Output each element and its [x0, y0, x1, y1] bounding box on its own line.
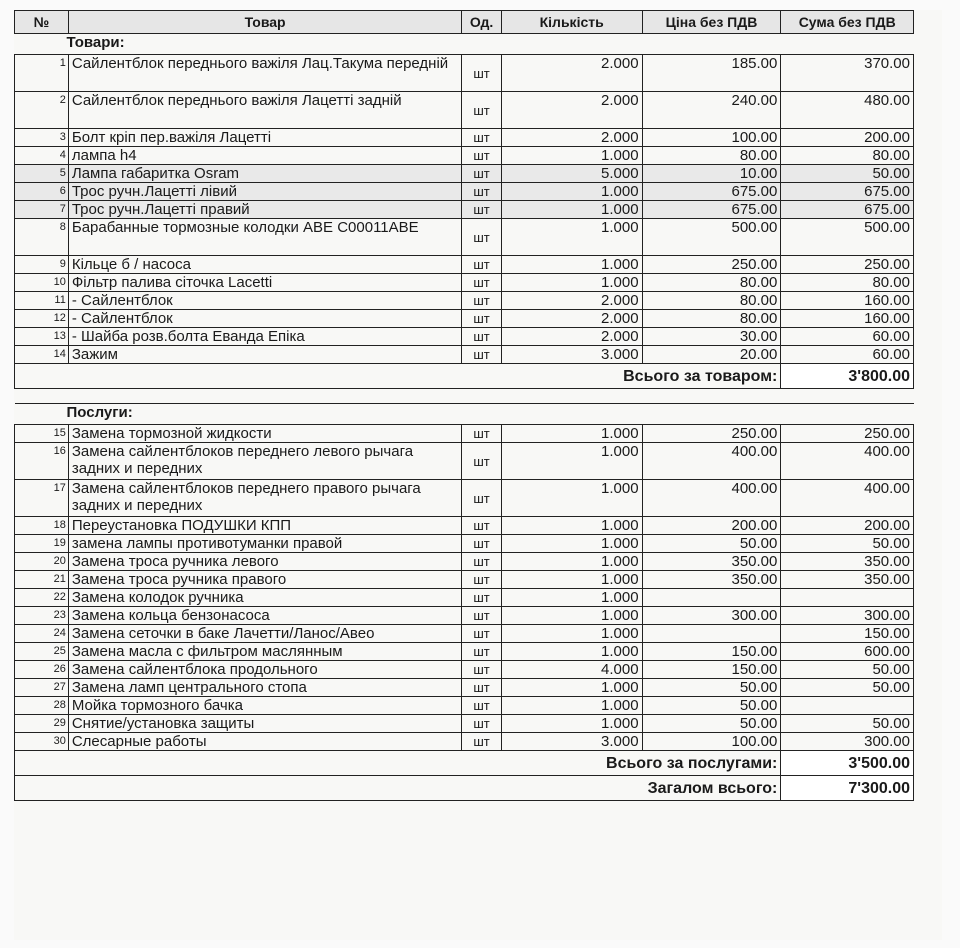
col-sum-header: Сума без ПДВ	[781, 11, 914, 34]
sum-cell: 370.00	[781, 55, 914, 92]
row-number: 28	[15, 697, 69, 715]
quantity-cell: 1.000	[501, 571, 642, 589]
price-cell: 80.00	[642, 310, 781, 328]
quantity-cell: 1.000	[501, 535, 642, 553]
table-row	[15, 679, 914, 697]
price-cell: 100.00	[642, 129, 781, 147]
sum-cell: 160.00	[781, 310, 914, 328]
quantity-cell: 5.000	[501, 165, 642, 183]
price-cell: 185.00	[642, 55, 781, 92]
row-number: 26	[15, 661, 69, 679]
unit-cell: шт	[462, 679, 501, 697]
grand-total-label: Загалом всього:	[15, 776, 781, 801]
quantity-cell: 1.000	[501, 553, 642, 571]
sum-cell: 480.00	[781, 92, 914, 129]
item-name: Замена ламп центрального стопа	[68, 679, 462, 697]
item-name: Болт кріп пер.важіля Лацетті	[68, 129, 462, 147]
price-cell: 50.00	[642, 715, 781, 733]
item-name: Замена сеточки в баке Лачетти/Ланос/Авео	[68, 625, 462, 643]
row-number: 27	[15, 679, 69, 697]
row-number: 11	[15, 292, 69, 310]
quantity-cell: 1.000	[501, 697, 642, 715]
unit-cell: шт	[462, 589, 501, 607]
unit-cell: шт	[462, 92, 501, 129]
unit-cell: шт	[462, 425, 501, 443]
item-name: Замена кольца бензонасоса	[68, 607, 462, 625]
table-row	[15, 535, 914, 553]
sum-cell: 250.00	[781, 256, 914, 274]
quantity-cell: 2.000	[501, 328, 642, 346]
item-name: Снятие/установка защиты	[68, 715, 462, 733]
services-total-label: Всього за послугами:	[15, 751, 781, 776]
sum-cell: 675.00	[781, 183, 914, 201]
row-number: 19	[15, 535, 69, 553]
quantity-cell: 1.000	[501, 715, 642, 733]
price-cell: 350.00	[642, 553, 781, 571]
row-number: 24	[15, 625, 69, 643]
price-cell	[642, 625, 781, 643]
header-row	[15, 11, 914, 34]
unit-cell: шт	[462, 201, 501, 219]
table-row	[15, 661, 914, 679]
price-cell: 150.00	[642, 661, 781, 679]
sum-cell: 160.00	[781, 292, 914, 310]
price-cell: 500.00	[642, 219, 781, 256]
item-name: Мойка тормозного бачка	[68, 697, 462, 715]
row-number: 14	[15, 346, 69, 364]
price-cell: 50.00	[642, 697, 781, 715]
quantity-cell: 1.000	[501, 147, 642, 165]
row-number: 25	[15, 643, 69, 661]
unit-cell: шт	[462, 535, 501, 553]
row-number: 3	[15, 129, 69, 147]
row-number: 12	[15, 310, 69, 328]
quantity-cell: 2.000	[501, 92, 642, 129]
quantity-cell: 1.000	[501, 480, 642, 517]
row-number: 9	[15, 256, 69, 274]
table-row	[15, 292, 914, 310]
item-name: Замена колодок ручника	[68, 589, 462, 607]
sum-cell: 300.00	[781, 607, 914, 625]
row-number: 7	[15, 201, 69, 219]
quantity-cell: 1.000	[501, 679, 642, 697]
sum-cell: 400.00	[781, 480, 914, 517]
unit-cell: шт	[462, 292, 501, 310]
sum-cell: 80.00	[781, 274, 914, 292]
price-cell: 150.00	[642, 643, 781, 661]
invoice-table	[14, 10, 914, 801]
price-cell: 400.00	[642, 443, 781, 480]
table-row	[15, 625, 914, 643]
quantity-cell: 2.000	[501, 129, 642, 147]
row-number: 10	[15, 274, 69, 292]
table-row	[15, 274, 914, 292]
quantity-cell: 1.000	[501, 183, 642, 201]
item-name: Барабанные тормозные колодки ABE C00011ABE	[68, 219, 462, 256]
sum-cell: 60.00	[781, 328, 914, 346]
table-row	[15, 310, 914, 328]
quantity-cell: 1.000	[501, 443, 642, 480]
row-number: 16	[15, 443, 69, 480]
sum-cell: 300.00	[781, 733, 914, 751]
item-name: Замена масла с фильтром маслянным	[68, 643, 462, 661]
item-name: Лампа габаритка Osram	[68, 165, 462, 183]
row-number: 15	[15, 425, 69, 443]
item-name: - Шайба розв.болта Еванда Епіка	[68, 328, 462, 346]
unit-cell: шт	[462, 219, 501, 256]
unit-cell: шт	[462, 147, 501, 165]
unit-cell: шт	[462, 480, 501, 517]
spacer-row	[15, 389, 914, 404]
quantity-cell: 1.000	[501, 201, 642, 219]
item-name: Зажим	[68, 346, 462, 364]
goods-total-label: Всього за товаром:	[15, 364, 781, 389]
grand-total-row	[15, 776, 914, 801]
price-cell: 80.00	[642, 292, 781, 310]
table-row	[15, 553, 914, 571]
table-row	[15, 92, 914, 129]
price-cell: 50.00	[642, 679, 781, 697]
services-total-value: 3'500.00	[781, 751, 914, 776]
table-row	[15, 571, 914, 589]
sum-cell: 50.00	[781, 165, 914, 183]
price-cell: 250.00	[642, 256, 781, 274]
row-number: 22	[15, 589, 69, 607]
unit-cell: шт	[462, 697, 501, 715]
unit-cell: шт	[462, 607, 501, 625]
invoice-body	[15, 34, 914, 801]
quantity-cell: 3.000	[501, 733, 642, 751]
price-cell: 400.00	[642, 480, 781, 517]
item-name: Переустановка ПОДУШКИ КПП	[68, 517, 462, 535]
table-row	[15, 165, 914, 183]
sum-cell: 50.00	[781, 679, 914, 697]
sum-cell: 400.00	[781, 443, 914, 480]
item-name: Сайлентблок переднього важіля Лацетті задній	[68, 92, 462, 129]
table-row	[15, 425, 914, 443]
price-cell: 100.00	[642, 733, 781, 751]
quantity-cell: 1.000	[501, 625, 642, 643]
sum-cell: 600.00	[781, 643, 914, 661]
price-cell: 300.00	[642, 607, 781, 625]
row-number: 20	[15, 553, 69, 571]
table-row	[15, 129, 914, 147]
sum-cell: 350.00	[781, 571, 914, 589]
table-row	[15, 715, 914, 733]
item-name: Замена тормозной жидкости	[68, 425, 462, 443]
table-row	[15, 443, 914, 480]
row-number: 29	[15, 715, 69, 733]
quantity-cell: 2.000	[501, 292, 642, 310]
table-row	[15, 589, 914, 607]
price-cell: 50.00	[642, 535, 781, 553]
sum-cell: 150.00	[781, 625, 914, 643]
quantity-cell: 1.000	[501, 219, 642, 256]
quantity-cell: 1.000	[501, 589, 642, 607]
price-cell: 350.00	[642, 571, 781, 589]
unit-cell: шт	[462, 328, 501, 346]
col-item-header: Товар	[68, 11, 462, 34]
unit-cell: шт	[462, 625, 501, 643]
sum-cell: 350.00	[781, 553, 914, 571]
row-number: 1	[15, 55, 69, 92]
row-number: 2	[15, 92, 69, 129]
item-name: лампа h4	[68, 147, 462, 165]
unit-cell: шт	[462, 55, 501, 92]
table-row	[15, 55, 914, 92]
unit-cell: шт	[462, 553, 501, 571]
item-name: Слесарные работы	[68, 733, 462, 751]
row-number: 18	[15, 517, 69, 535]
sum-cell: 200.00	[781, 517, 914, 535]
row-number: 17	[15, 480, 69, 517]
item-name: Фільтр палива сіточка Lacetti	[68, 274, 462, 292]
row-number: 5	[15, 165, 69, 183]
grand-total-value: 7'300.00	[781, 776, 914, 801]
table-row	[15, 733, 914, 751]
goods-section-title: Товари:	[15, 34, 914, 55]
sum-cell: 250.00	[781, 425, 914, 443]
quantity-cell: 4.000	[501, 661, 642, 679]
item-name: - Сайлентблок	[68, 310, 462, 328]
unit-cell: шт	[462, 661, 501, 679]
table-row	[15, 201, 914, 219]
sum-cell	[781, 697, 914, 715]
row-number: 6	[15, 183, 69, 201]
quantity-cell: 3.000	[501, 346, 642, 364]
row-number: 23	[15, 607, 69, 625]
table-row	[15, 219, 914, 256]
sum-cell: 675.00	[781, 201, 914, 219]
unit-cell: шт	[462, 274, 501, 292]
item-name: Замена сайлентблоков переднего левого рычага задних и передних	[68, 443, 462, 480]
row-number: 21	[15, 571, 69, 589]
table-row	[15, 517, 914, 535]
unit-cell: шт	[462, 165, 501, 183]
quantity-cell: 1.000	[501, 607, 642, 625]
sum-cell: 50.00	[781, 715, 914, 733]
price-cell: 30.00	[642, 328, 781, 346]
item-name: Замена троса ручника левого	[68, 553, 462, 571]
price-cell: 675.00	[642, 201, 781, 219]
quantity-cell: 1.000	[501, 643, 642, 661]
item-name: Замена сайлентблоков переднего правого рычага задних и передних	[68, 480, 462, 517]
table-row	[15, 183, 914, 201]
sum-cell: 200.00	[781, 129, 914, 147]
unit-cell: шт	[462, 346, 501, 364]
sum-cell: 80.00	[781, 147, 914, 165]
item-name: Кільце б / насоса	[68, 256, 462, 274]
unit-cell: шт	[462, 310, 501, 328]
item-name: замена лампы противотуманки правой	[68, 535, 462, 553]
quantity-cell: 1.000	[501, 425, 642, 443]
sum-cell: 500.00	[781, 219, 914, 256]
table-row	[15, 607, 914, 625]
item-name: - Сайлентблок	[68, 292, 462, 310]
col-unit-header: Од.	[462, 11, 501, 34]
goods-section-row	[15, 34, 914, 55]
services-total-row	[15, 751, 914, 776]
row-number: 30	[15, 733, 69, 751]
unit-cell: шт	[462, 517, 501, 535]
item-name: Трос ручн.Лацетті лівий	[68, 183, 462, 201]
table-row	[15, 697, 914, 715]
quantity-cell: 1.000	[501, 517, 642, 535]
table-row	[15, 480, 914, 517]
goods-total-row	[15, 364, 914, 389]
price-cell: 675.00	[642, 183, 781, 201]
unit-cell: шт	[462, 571, 501, 589]
sum-cell: 60.00	[781, 346, 914, 364]
sum-cell	[781, 589, 914, 607]
unit-cell: шт	[462, 256, 501, 274]
sum-cell: 50.00	[781, 661, 914, 679]
services-section-row	[15, 404, 914, 425]
price-cell: 250.00	[642, 425, 781, 443]
table-row	[15, 643, 914, 661]
invoice-sheet	[14, 10, 942, 940]
price-cell: 20.00	[642, 346, 781, 364]
row-number: 4	[15, 147, 69, 165]
goods-total-value: 3'800.00	[781, 364, 914, 389]
price-cell: 240.00	[642, 92, 781, 129]
price-cell: 80.00	[642, 274, 781, 292]
table-row	[15, 256, 914, 274]
table-row	[15, 328, 914, 346]
price-cell: 80.00	[642, 147, 781, 165]
table-row	[15, 147, 914, 165]
price-cell: 200.00	[642, 517, 781, 535]
item-name: Сайлентблок переднього важіля Лац.Такума передній	[68, 55, 462, 92]
col-no-header: №	[15, 11, 69, 34]
sum-cell: 50.00	[781, 535, 914, 553]
unit-cell: шт	[462, 715, 501, 733]
quantity-cell: 1.000	[501, 274, 642, 292]
col-price-header: Ціна без ПДВ	[642, 11, 781, 34]
item-name: Замена сайлентблока продольного	[68, 661, 462, 679]
unit-cell: шт	[462, 183, 501, 201]
unit-cell: шт	[462, 733, 501, 751]
col-qty-header: Кількість	[501, 11, 642, 34]
quantity-cell: 1.000	[501, 256, 642, 274]
spacer-cell	[15, 389, 914, 404]
price-cell: 10.00	[642, 165, 781, 183]
unit-cell: шт	[462, 443, 501, 480]
unit-cell: шт	[462, 643, 501, 661]
quantity-cell: 2.000	[501, 55, 642, 92]
row-number: 13	[15, 328, 69, 346]
item-name: Замена троса ручника правого	[68, 571, 462, 589]
services-section-title: Послуги:	[15, 404, 914, 425]
table-row	[15, 346, 914, 364]
row-number: 8	[15, 219, 69, 256]
price-cell	[642, 589, 781, 607]
item-name: Трос ручн.Лацетті правий	[68, 201, 462, 219]
quantity-cell: 2.000	[501, 310, 642, 328]
unit-cell: шт	[462, 129, 501, 147]
